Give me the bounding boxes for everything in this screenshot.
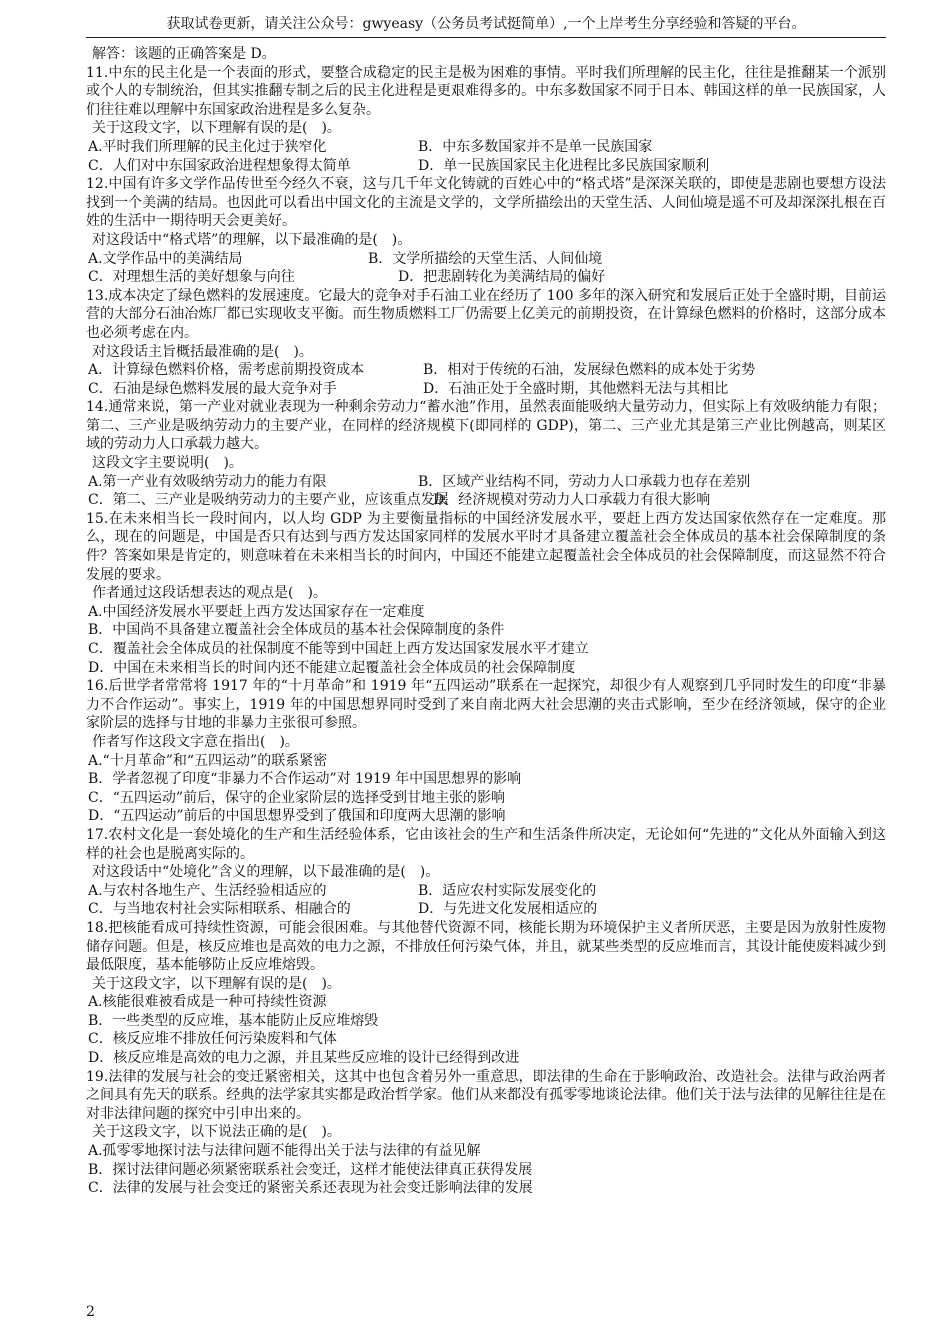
question-17-option-d: D．与先进文化发展相适应的 (418, 901, 598, 918)
question-19-stem: 关于这段文字，以下说法正确的是( )。 (92, 1124, 341, 1141)
question-15-option-a: A.中国经济发展水平要赶上西方发达国家存在一定难度 (88, 603, 425, 620)
question-14-stem: 这段文字主要说明( )。 (92, 455, 243, 472)
question-12-options-row1 (86, 250, 886, 269)
question-11-option-d: D．单一民族国家民主化进程比多民族国家顺利 (418, 157, 710, 174)
page-header: 获取试卷更新，请关注公众号：gwyeasy（公务员考试挺简单）,一个上岸考生分享经验和答疑的平台。 (166, 16, 806, 32)
question-11-option-a: A.平时我们所理解的民主化过于狭窄化 (88, 138, 327, 155)
question-13-option-b: B．相对于传统的石油，发展绿色燃料的成本处于劣势 (423, 362, 756, 379)
question-19-text: 19.法律的发展与社会的变迁紧密相关，这其中也包含着另外一重意思，即法律的生命在于影响政治、改造社会。法律与政治两者之间具有先天的联系。经典的法学家其实都是政治哲学家。他们从来都没有孤零零地谈论法律。他们关于法与法律的见解往往是在对非法律问题的探究中引申出来的。 (86, 1068, 886, 1122)
question-15-stem: 作者通过这段话想表达的观点是( )。 (92, 585, 327, 602)
question-17-stem: 对这段话中“处境化”含义的理解，以下最准确的是( )。 (92, 864, 440, 881)
question-14-option-a: A.第一产业有效吸纳劳动力的能力有限 (88, 473, 327, 490)
question-15-option-b: B．中国尚不具备建立覆盖社会全体成员的基本社会保障制度的条件 (88, 622, 505, 639)
question-18-stem: 关于这段文字，以下理解有误的是( )。 (92, 975, 341, 992)
question-11-stem: 关于这段文字，以下理解有误的是( )。 (92, 120, 341, 137)
question-18-option-a: A.核能很难被看成是一种可持续性资源 (88, 994, 327, 1011)
question-11-options-row1 (86, 138, 886, 157)
question-12-option-c: C．对理想生活的美好想象与向往 (88, 269, 295, 286)
question-15-option-d: D．中国在未来相当长的时间内还不能建立起覆盖社会全体成员的社会保障制度 (88, 659, 576, 676)
page-number: 2 (86, 1304, 95, 1320)
question-12-option-a: A.文学作品中的美满结局 (88, 250, 243, 267)
question-16-option-d: D．“五四运动”前后的中国思想界受到了俄国和印度两大思潮的影响 (88, 808, 506, 825)
question-18-option-b: B．一些类型的反应堆，基本能防止反应堆熔毁 (88, 1012, 379, 1029)
question-13-option-c: C．石油是绿色燃料发展的最大竞争对手 (88, 380, 337, 397)
question-14-options-row1 (86, 473, 886, 492)
question-19-option-a: A.孤零零地探讨法与法律问题不能得出关于法与法律的有益见解 (88, 1143, 481, 1160)
question-13-options-row2 (86, 380, 886, 399)
question-content (86, 45, 886, 1198)
question-12-stem: 对这段话中“格式塔”的理解，以下最准确的是( )。 (92, 231, 412, 248)
question-12-options-row2 (86, 268, 886, 287)
question-15-text: 15.在未来相当长一段时间内，以人均 GDP 为主要衡量指标的中国经济发展水平，要赶上西方发达国家依然存在一定难度。那么，现在的问题是，中国是否只有达到与西方发达国家同样的发展水平时才具备建立覆盖社会全体成员的基本社会保障制度的条件？答案如果是肯定的，则意味着在未来相当长的时间内，中国还不能建立起覆盖社会全体成员的社会保障制度，而这显然不符合发展的要求。 (86, 510, 886, 583)
question-11-option-b: B．中东多数国家并不是单一民族国家 (418, 138, 653, 155)
answer-line: 解答：该题的正确答案是 D。 (92, 46, 276, 62)
header-divider (86, 37, 886, 38)
question-14-options-row2 (86, 491, 886, 510)
question-18-option-d: D．核反应堆是高效的电力之源，并且某些反应堆的设计已经得到改进 (88, 1050, 520, 1067)
question-17-text: 17.农村文化是一套处境化的生产和生活经验体系，它由该社会的生产和生活条件所决定，无论如何“先进的”文化从外面输入到这样的社会也是脱离实际的。 (86, 826, 886, 862)
question-11-options-row2 (86, 157, 886, 176)
question-18-text: 18.把核能看成可持续性资源，可能会很困难。与其他替代资源不同，核能长期为环境保护主义者所厌恶，主要是因为放射性废物储存问题。但是，核反应堆也是高效的电力之源，不排放任何污染气体，并且，就某些类型的反应堆而言，其设计能使废料减少到最低限度，基本能够防止反应堆熔毁。 (86, 919, 886, 974)
question-17-options-row1 (86, 882, 886, 901)
question-11-option-c: C．人们对中东国家政治进程想象得太简单 (88, 157, 351, 174)
question-18-option-c: C．核反应堆不排放任何污染废料和气体 (88, 1031, 337, 1048)
question-11-text: 11.中东的民主化是一个表面的形式，要整合成稳定的民主是极为困难的事情。平时我们所理解的民主化，往往是推翻某一个派别或个人的专制统治，但其实推翻专制之后的民主化进程是更艰难得多的。中东多数国家不同于日本、韩国这样的单一民族国家，人们往往难以理解中东国家政治进程是多么复杂。 (86, 64, 886, 118)
question-13-option-d: D．石油正处于全盛时期，其他燃料无法与其相比 (423, 380, 729, 397)
question-16-text: 16.后世学者常常将 1917 年的“十月革命”和 1919 年“五四运动”联系在一起探究，却很少有人观察到几乎同时发生的印度“非暴力不合作运动”。事实上，1919 年的中国思想界同时受到了来自南北两大社会思潮的夹击式影响，至少在经济领域，保守的企业家阶层的选择与甘地的非暴力主张很可参照。 (86, 678, 886, 732)
question-17-option-c: C．与当地农村社会实际相联系、相融合的 (88, 901, 351, 918)
question-13-option-a: A．计算绿色燃料价格，需考虑前期投资成本 (88, 362, 365, 379)
question-16-option-b: B．学者忽视了印度“非暴力不合作运动”对 1919 年中国思想界的影响 (88, 771, 522, 788)
question-13-options-row1 (86, 361, 886, 380)
question-12-option-b: B．文学所描绘的天堂生活、人间仙境 (368, 250, 603, 267)
question-14-option-d: D．经济规模对劳动力人口承载力有很大影响 (433, 492, 711, 509)
question-16-option-a: A.“十月革命”和“五四运动”的联系紧密 (88, 752, 328, 769)
question-12-text: 12.中国有许多文学作品传世至今经久不衰，这与几千年文化铸就的百姓心中的“格式塔”是深深关联的，即使是悲剧也要想方设法找到一个美满的结局。也因此可以看出中国文化的主流是文学的，文学所描绘出的天堂生活、人间仙境是遥不可及却深深扎根在百姓的生活中一期待明天会更美好。 (86, 176, 886, 230)
question-19-option-c: C．法律的发展与社会变迁的紧密关系还表现为社会变迁影响法律的发展 (88, 1180, 533, 1197)
question-12-option-d: D．把悲剧转化为美满结局的偏好 (398, 269, 606, 286)
question-17-option-b: B．适应农村实际发展变化的 (418, 882, 597, 899)
question-14-text: 14.通常来说，第一产业对就业表现为一种剩余劳动力“蓄水池”作用，虽然表面能吸纳大量劳动力，但实际上有效吸纳能力有限；第二、三产业是吸纳劳动力的主要产业，在同样的经济规模下(即同样的 GDP)，第二、三产业尤其是第三产业比例越高，则某区域的劳动力人口承载力越大。 (86, 399, 886, 453)
question-14-option-b: B．区域产业结构不同，劳动力人口承载力也存在差别 (418, 473, 751, 490)
question-17-option-a: A.与农村各地生产、生活经验相适应的 (88, 882, 327, 899)
question-16-stem: 作者写作这段文字意在指出( )。 (92, 733, 299, 750)
question-13-text: 13.成本决定了绿色燃料的发展速度。它最大的竞争对手石油工业在经历了 100 多年的深入研究和发展后正处于全盛时期，目前运营的大部分石油冶炼厂都已实现收支平衡。而生物质燃料工厂仍需要上亿美元的前期投资，在计算绿色燃料的价格时，这部分成本也必须考虑在内。 (86, 287, 886, 341)
question-15-option-c: C．覆盖社会全体成员的社保制度不能等到中国赶上西方发达国家发展水平才建立 (88, 641, 589, 657)
question-16-option-c: C．“五四运动”前后，保守的企业家阶层的选择受到甘地主张的影响 (88, 789, 506, 806)
question-17-options-row2 (86, 900, 886, 919)
question-14-option-c: C．第二、三产业是吸纳劳动力的主要产业，应该重点发展 (88, 492, 449, 509)
question-13-stem: 对这段话主旨概括最准确的是( )。 (92, 343, 313, 360)
question-19-option-b: B．探讨法律问题必须紧密联系社会变迁，这样才能使法律真正获得发展 (88, 1161, 533, 1178)
